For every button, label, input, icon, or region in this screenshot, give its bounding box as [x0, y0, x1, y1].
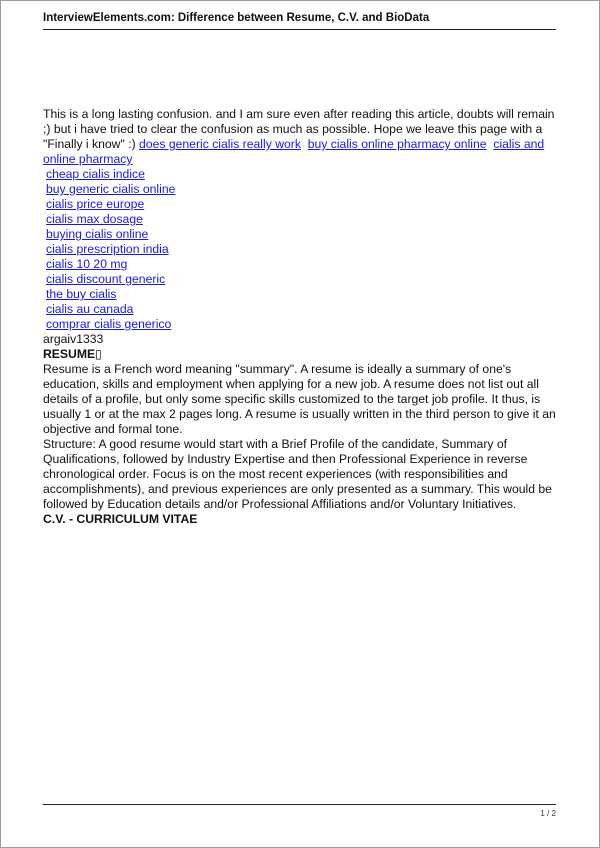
- list-link[interactable]: cialis discount generic: [46, 272, 166, 286]
- inline-link-2[interactable]: buy cialis online pharmacy online: [307, 137, 487, 151]
- page-number: 1 / 2: [540, 809, 556, 818]
- list-link[interactable]: cialis au canada: [46, 302, 134, 316]
- cv-heading: C.V. - CURRICULUM VITAE: [43, 512, 198, 526]
- list-link[interactable]: cialis 10 20 mg: [46, 257, 128, 271]
- inline-link-1[interactable]: does generic cialis really work: [139, 137, 301, 151]
- list-link[interactable]: buying cialis online: [46, 227, 149, 241]
- signature-text: argaiv1333: [43, 332, 104, 346]
- list-link[interactable]: comprar cialis generico: [46, 317, 172, 331]
- inline-link-3[interactable]: cialis and online pharmacy: [43, 137, 545, 166]
- page-header-title: InterviewElements.com: Difference between Resume, C.V. and BioData: [43, 12, 556, 30]
- list-link[interactable]: cialis max dosage: [46, 212, 143, 226]
- structure-paragraph: Structure: A good resume would start with a Brief Profile of the candidate, Summary of Qualifications, followed by Industry Expertise and then Professional Experience in reverse chronological order. Focus is on the most recent experiences (with responsibilities and accomplishments), and previous experiences are only presented as a summary. This would be followed by Education details and/or Professional Affiliations and/or Voluntary Initiatives.: [43, 437, 552, 511]
- intro-paragraph: [43, 107, 558, 167]
- page-footer: [43, 804, 556, 818]
- list-link[interactable]: cialis price europe: [46, 197, 145, 211]
- intro-text: This is a long lasting confusion. and I am sure even after reading this article, doubts will remain ;) but i have tried to clear the confusion as much as possible. Hope we leave this page with a "Finally i know" :): [43, 107, 555, 151]
- resume-paragraph: Resume is a French word meaning "summary". A resume is ideally a summary of one's education, skills and employment when applying for a new job. A resume does not list out all details of a profile, but only some specific skills customized to the target job profile. It thus, is usually 1 or at the max 2 pages long. A resume is usually written in the third person to give it an objective and formal tone.: [43, 362, 556, 436]
- list-link[interactable]: cialis prescription india: [46, 242, 169, 256]
- resume-heading: RESUME▯: [43, 347, 102, 361]
- list-link[interactable]: the buy cialis: [46, 287, 117, 301]
- link-list: [43, 167, 558, 332]
- list-link[interactable]: buy generic cialis online: [46, 182, 176, 196]
- list-link[interactable]: cheap cialis indice: [46, 167, 145, 181]
- document-body: [43, 107, 558, 527]
